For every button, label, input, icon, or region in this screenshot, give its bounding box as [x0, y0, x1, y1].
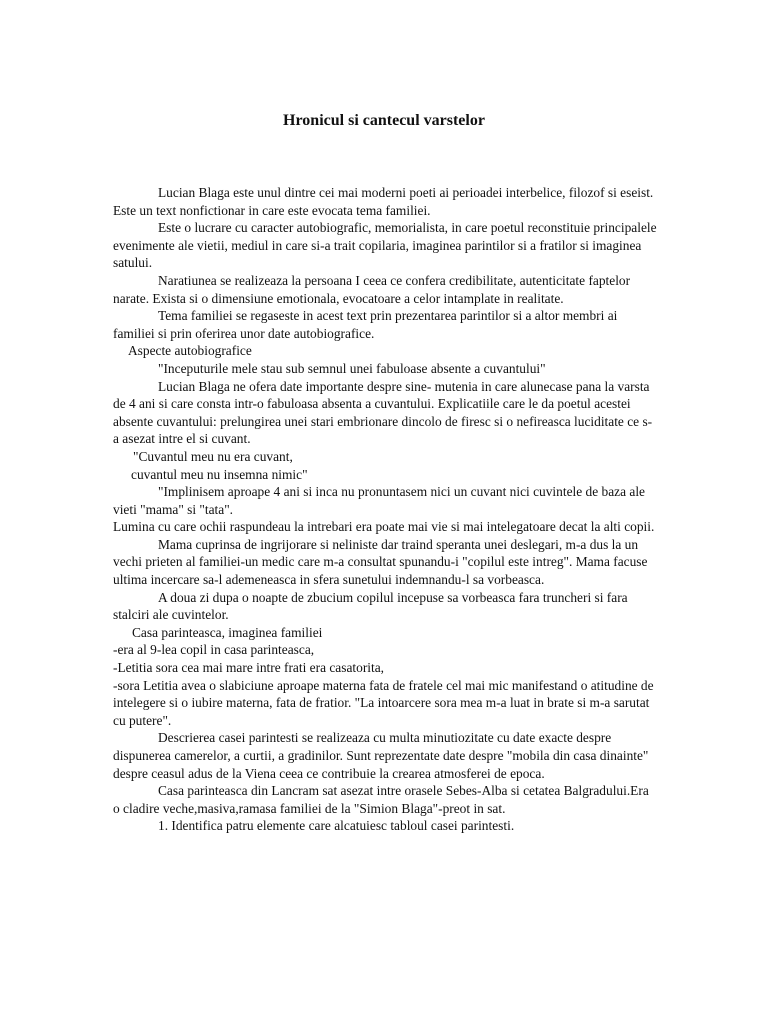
list-item: -era al 9-lea copil in casa parinteasca,	[113, 642, 315, 658]
paragraph: Lucian Blaga este unul dintre cei mai moderni poeti ai perioadei interbelice, filozof si eseist. Este un text nonfictionar in care este evocata tema familiei.	[113, 185, 654, 218]
document-title: Hronicul si cantecul varstelor	[283, 112, 485, 129]
section-heading: Aspecte autobiografice	[128, 343, 252, 359]
document-body	[113, 184, 658, 835]
section-heading: Casa parinteasca, imaginea familiei	[132, 624, 323, 640]
paragraph: A doua zi dupa o noapte de zbucium copilul incepuse sa vorbeasca fara truncheri si fara stalciri ale cuvintelor.	[113, 589, 628, 623]
paragraph: Este o lucrare cu caracter autobiografic, memorialista, in care poetul reconstituie principalele evenimente ale vietii, mediul in care si-a trait copilaria, imaginea parintilor si a fratilor si imaginea satului.	[113, 220, 657, 271]
list-item: -Letitia sora cea mai mare intre frati era casatorita,	[113, 660, 385, 676]
paragraph: Tema familiei se regaseste in acest text prin prezentarea parintilor si a altor membri ai familiei si prin oferirea unor date autobiografice.	[113, 308, 618, 341]
paragraph: Mama cuprinsa de ingrijorare si neliniste dar traind speranta unei deslegari, m-a dus la un vechi prieten al familiei-un medic care m-a consultat spunandu-i "copilul este intreg". Mama facuse ultima incercare sa-l ademeneasca in sfera sunetului indemnandu-l sa vorbeasca.	[113, 536, 648, 588]
paragraph: Naratiunea se realizeaza la persoana I ceea ce confera credibilitate, autenticitate faptelor narate. Exista si o dimensiune emotionala, evocatoare a celor intamplate in realitate.	[113, 272, 631, 306]
paragraph: Lumina cu care ochii raspundeau la intrebari era poate mai vie si mai intelegatoare decat la alti copii.	[113, 519, 655, 535]
quote: "Inceputurile mele stau sub semnul unei fabuloase absente a cuvantului"	[158, 360, 546, 376]
paragraph: Casa parinteasca din Lancram sat asezat intre orasele Sebes-Alba si cetatea Balgradului.Era o cladire veche,masiva,ramasa familiei de la "Simion Blaga"-preot in sat.	[113, 783, 649, 816]
quote: "Cuvantul meu nu era cuvant,	[133, 448, 293, 464]
quote: "Implinisem aproape 4 ani si inca nu pronuntasem nici un cuvant nici cuvintele de baza ale vieti "mama" si "tata".	[113, 484, 645, 517]
quote: cuvantul meu nu insemna nimic"	[131, 466, 308, 482]
paragraph: Descrierea casei parintesti se realizeaza cu multa minutiozitate cu date exacte despre dispunerea camerelor, a curtii, a gradinilor. Sunt reprezentate date despre "mobila din casa dinainte" despre ceasul adus de la Viena ceea ce contribuie la crearea atmosferei de epoca.	[113, 730, 649, 781]
question: 1. Identifica patru elemente care alcatuiesc tabloul casei parintesti.	[158, 818, 515, 834]
list-item: -sora Letitia avea o slabiciune aproape materna fata de fratele cel mai mic manifestand o atitudine de intelegere si o iubire materna, fata de fratior. "La intoarcere sora mea m-a luat in brate si m-a sarutat cu putere".	[113, 677, 654, 728]
paragraph: Lucian Blaga ne ofera date importante despre sine- mutenia in care alunecase pana la varsta de 4 ani si care consta intr-o fabuloasa absenta a cuvantului. Explicatiile care le da poetul acestei absente cuvantului: prelungirea unei stari embrionare dincolo de firesc si o nefireasca luciditate ce s-a asezat intre el si cuvant.	[113, 378, 653, 447]
